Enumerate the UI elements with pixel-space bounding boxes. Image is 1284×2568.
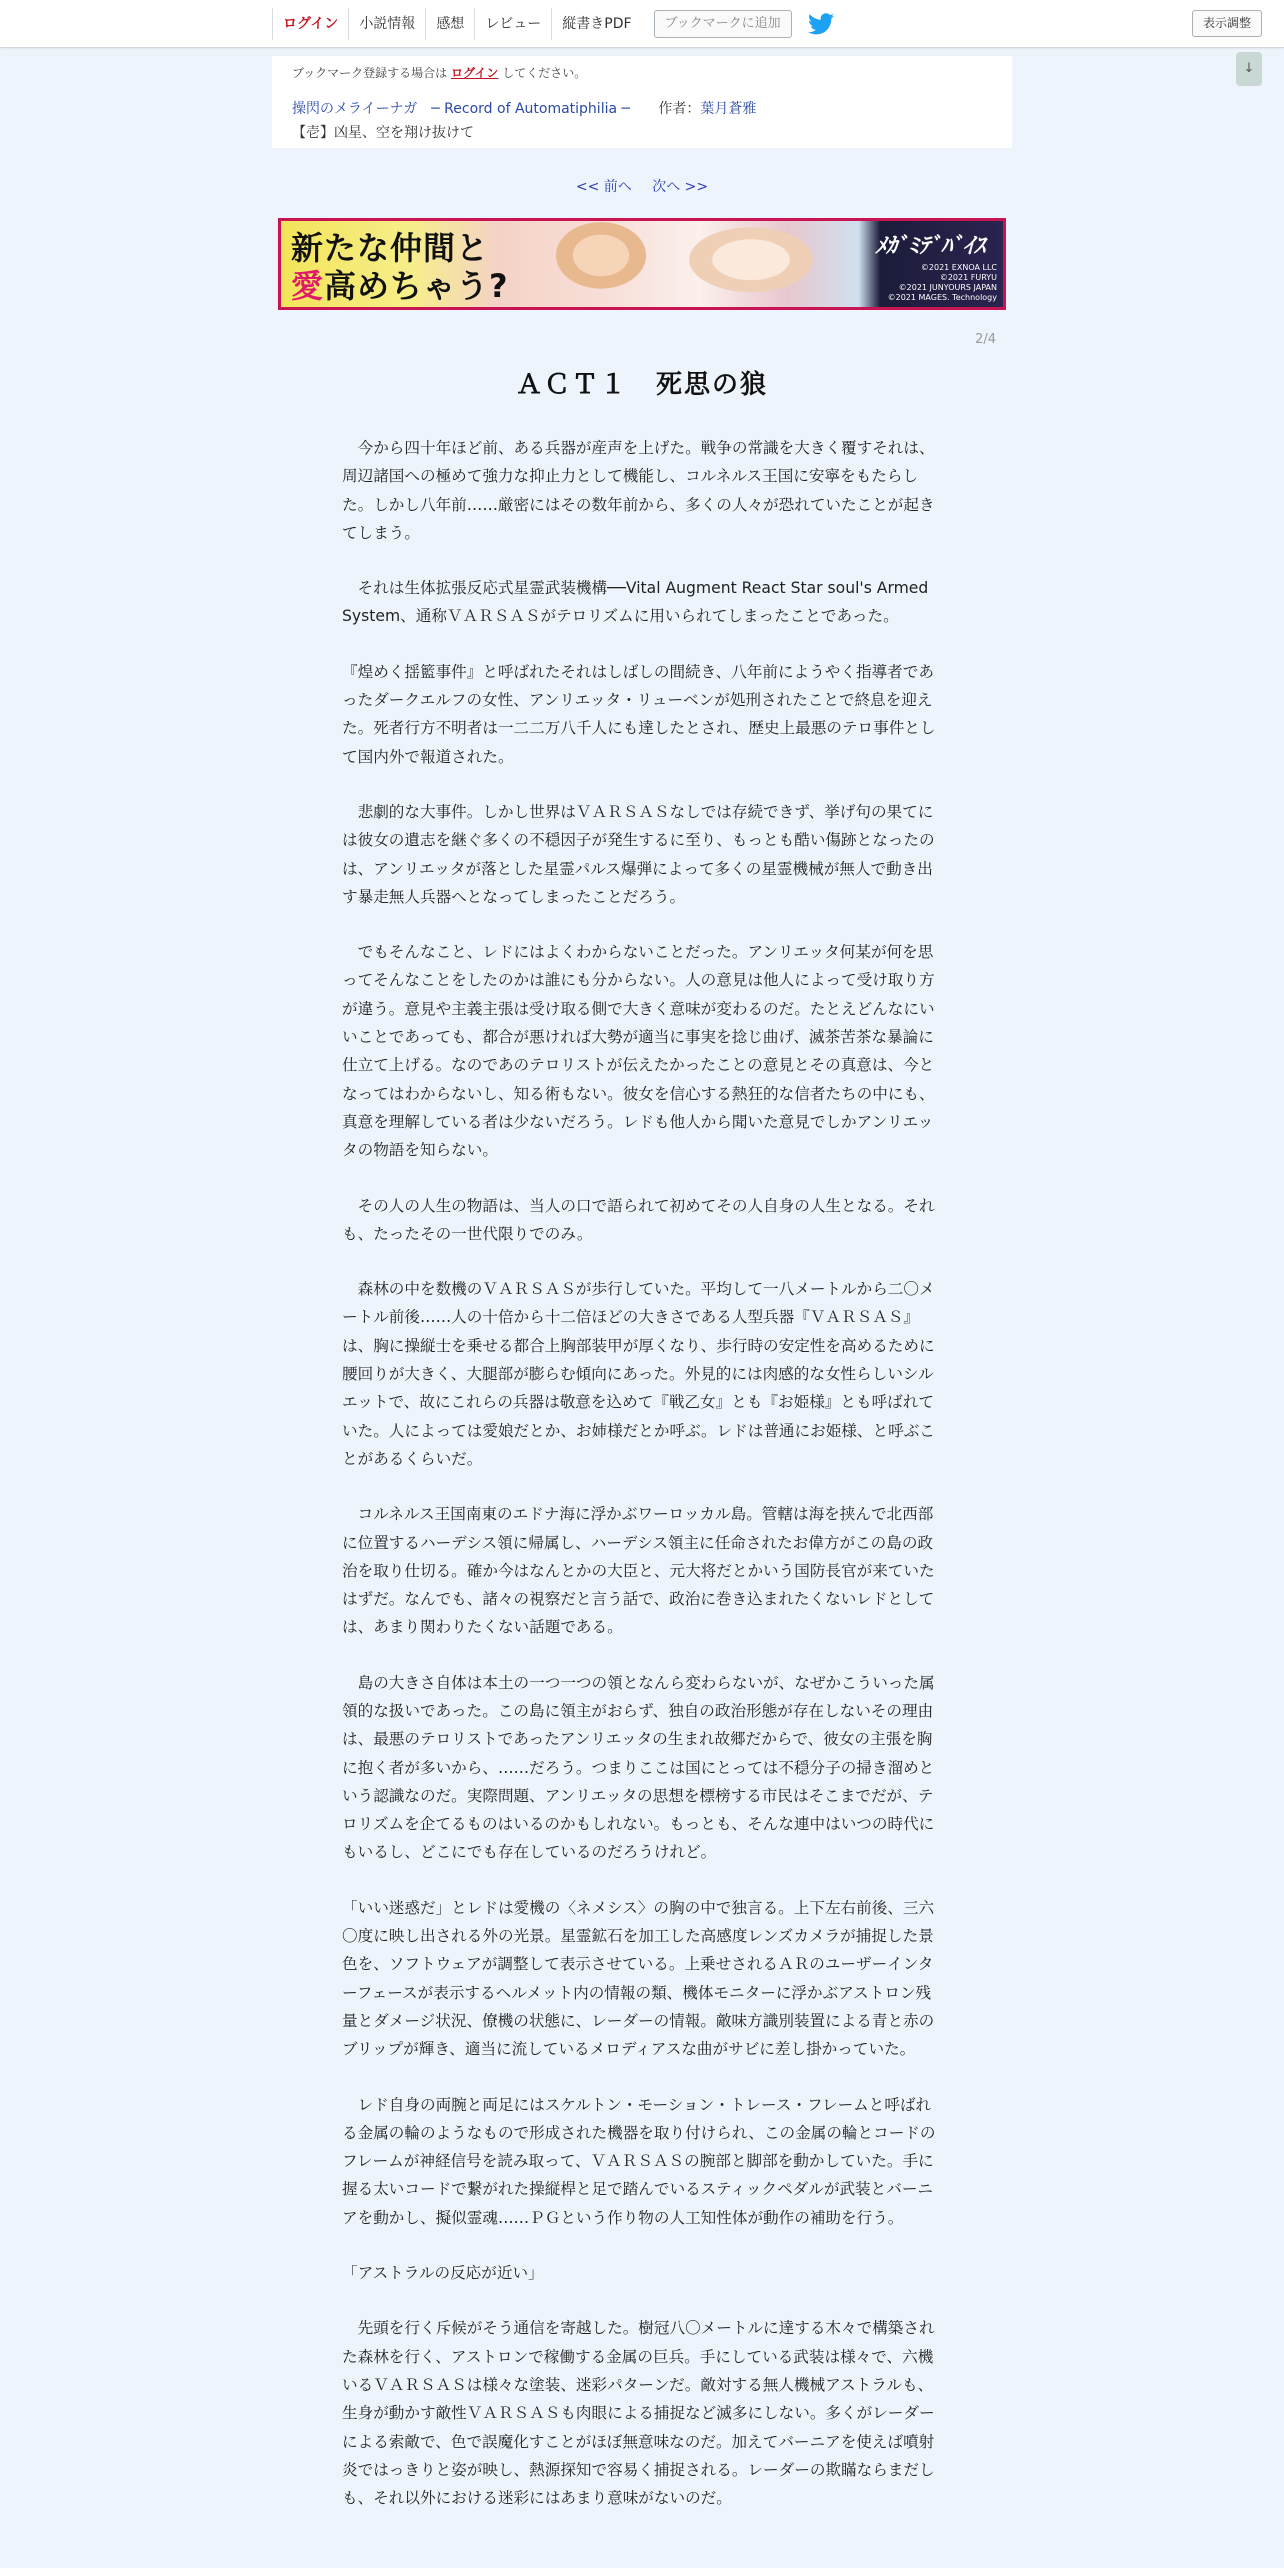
series-line xyxy=(292,98,756,118)
novel-paragraph: 「いい迷惑だ」とレドは愛機の〈ネメシス〉の胸の中で独言る。上下左右前後、三六〇度に映し出される外の光景。星霊鉱石を加工した高感度レンズカメラが捕捉した景色を、ソフトウェアが調整して表示させている。上乗せされるＡＲのユーザーインターフェースが表示するヘルメット内の情報の類、機体モニターに浮かぶアストロン残量とダメージ状況、僚機の状態に、レーダーの情報。敵味方識別装置による青と赤のブリップが輝き、適当に流しているメロディアスな曲がサビに差し掛かっていた。 xyxy=(342,1898,935,2059)
twitter-icon[interactable] xyxy=(808,13,834,35)
novel-paragraph: それは生体拡張反応式星霊武装機構──Vital Augment React Star soul's Armed System、通称ＶＡＲＳＡＳがテロリズムに用いられてしまったことであった。 xyxy=(342,579,929,626)
bookmark-notice xyxy=(292,64,586,81)
author-label: 作者： xyxy=(658,101,701,117)
ad-headline-line1: 新たな仲間と xyxy=(291,229,490,267)
novel-paragraph: 島の大きさ自体は本土の一つ一つの領となんら変わらないが、なぜかこういった属領的な扱いであった。この島に領主がおらず、独自の政治形態が存在しないその理由は、最悪のテロリストであったアンリエッタの生まれ故郷だからで、彼女の主張を胸に抱く者が多いから、……だろう。つまりここは国にとっては不穏分子の掃き溜めという認識なのだ。実際問題、アンリエッタの思想を標榜する市民はそこまでだが、テロリズムを企てるものはいるのかもしれない。もっとも、そんな連中はいつの時代にもいるし、どこにでも存在しているのだろうけれど。 xyxy=(342,1673,935,1862)
prev-page-link[interactable]: << 前へ xyxy=(575,179,632,195)
ad-copyright-line: ©2021 EXNOA LLC xyxy=(920,263,997,272)
ad-headline-rest: 高めちゃう? xyxy=(324,267,509,305)
page-count: 2/4 xyxy=(975,332,996,347)
series-title-link[interactable]: 操閃のメライーナガ ─ Record of Automatiphilia ─ xyxy=(292,101,630,117)
novel-paragraph: 先頭を行く斥候がそう通信を寄越した。樹冠八〇メートルに達する木々で構築された森林を行く、アストロンで稼働する金属の巨兵。手にしている武装は様々で、六機いるＶＡＲＳＡＳは様々な塗装、迷彩パターンだ。敵対する無人機械アストラルも、生身が動かす敵性ＶＡＲＳＡＳも肉眼による捕捉など滅多にしない。多くがレーダーによる索敵で、色で誤魔化すことがほぼ無意味なのだ。加えてバーニアを使えば噴射炎ではっきりと姿が映し、熱源探知で容易く捕捉される。レーダーの欺瞞ならまだしも、それ以外における迷彩にはあまり意味がないのだ。 xyxy=(342,2319,935,2508)
chapter-heading: 【壱】凶星、空を翔け抜けて xyxy=(292,125,474,141)
novel-paragraph: コルネルス王国南東のエドナ海に浮かぶワーロッカル島。管轄は海を挟んで北西部に位置するハーデシス領に帰属し、ハーデシス領主に任命されたお偉方がこの島の政治を取り仕切る。確か今はなんとかの大臣と、元大将だとかいう国防長官が来ていたはずだ。なんでも、諸々の視察だと言う話で、政治に巻き込まれたくないレドとしては、あまり関わりたくない話題である。 xyxy=(342,1505,935,1637)
novel-info-box xyxy=(272,56,1012,148)
novel-paragraph: その人の人生の物語は、当人の口で語られて初めてその人自身の人生となる。それも、たったその一世代限りでのみ。 xyxy=(342,1196,935,1243)
top-nav-bar xyxy=(0,0,1284,48)
ad-character-illustration-1 xyxy=(531,221,671,307)
nav-login-link[interactable]: ログイン xyxy=(272,8,348,40)
novel-paragraph: レド自身の両腕と両足にはスケルトン・モーション・トレース・フレームと呼ばれる金属の輪のようなもので形成された機器を取り付けられ、この金属の輪とコードのフレームが神経信号を読み取って、ＶＡＲＳＡＳの腕部と脚部を動かしていた。手に握る太いコードで繋がれた操縦桿と足で踏んでいるスティックペダルが武装とバーニアを動かし、擬似霊魂……ＰＧという作り物の人工知性体が動作の補助を行う。 xyxy=(342,2095,936,2227)
novel-paragraph: 森林の中を数機のＶＡＲＳＡＳが歩行していた。平均して一八メートルから二〇メートル前後……人の十倍から十二倍ほどの大きさである人型兵器『ＶＡＲＳＡＳ』は、胸に操縦士を乗せる都合上胸部装甲が厚くなり、歩行時の安定性を高めるために腰回りが大きく、大腿部が膨らむ傾向にあった。外見的には肉感的な女性らしいシルエットで、故にこれらの兵器は敬意を込めて『戦乙女』とも『お姫様』とも呼ばれていた。人によっては愛娘だとか、お姉様だとか呼ぶ。レドは普通にお姫様、と呼ぶことがあるくらいだ。 xyxy=(342,1280,935,1468)
author-link[interactable]: 葉月蒼雅 xyxy=(700,101,757,117)
novel-body xyxy=(342,434,938,2539)
nav-review-link[interactable]: レビュー xyxy=(474,8,551,40)
ad-copyright xyxy=(888,263,997,303)
chapter-title: ＡＣＴ１ 死思の狼 xyxy=(515,370,768,400)
ad-headline xyxy=(291,229,509,305)
novel-paragraph: 『煌めく揺籃事件』と呼ばれたそれはしばしの間続き、八年前にようやく指導者であったダークエルフの女性、アンリエッタ・リューベンが処刑されたことで終息を迎えた。死者行方不明者は一二二万八千人にも達したとされ、歴史上最悪のテロ事件として国内外で報道された。 xyxy=(342,662,936,766)
ad-character-illustration-2 xyxy=(661,221,841,307)
novel-paragraph: 「アストラルの反応が近い」 xyxy=(342,2264,544,2283)
ad-copyright-line: ©2021 JUNYOURS JAPAN xyxy=(898,283,997,292)
novel-paragraph: 今から四十年ほど前、ある兵器が産声を上げた。戦争の常識を大きく覆すそれは、周辺諸国への極めて強力な抑止力として機能し、コルネルス王国に安寧をもたらした。しかし八年前……厳密にはその数年前から、多くの人々が恐れていたことが起きてしまう。 xyxy=(342,439,935,542)
ad-headline-love: 愛 xyxy=(291,267,325,305)
nav-impressions-link[interactable]: 感想 xyxy=(425,8,474,40)
pager xyxy=(0,176,1284,196)
ad-copyright-line: ©2021 FURYU xyxy=(939,273,997,282)
bookmark-notice-suffix: してください。 xyxy=(502,66,587,80)
novel-paragraph: でもそんなこと、レドにはよくわからないことだった。アンリエッタ何某が何を思ってそんなことをしたのかは誰にも分からない。人の意見は他人によって受け取り方が違う。意見や主義主張は受け取る側で大きく意味が変わるのだ。たとえどんなにいいことであっても、都合が悪ければ大勢が適当に事実を捻じ曲げ、滅茶苦茶な暴論に仕立て上げる。なのであのテロリストが伝えたかったことの意見とその真意は、今となってはわからないし、知る術もない。彼女を信心する熱狂的な信者たちの中にも、真意を理解している者は少ないだろう。レドも他人から聞いた意見でしかアンリエッタの物語を知らない。 xyxy=(342,943,935,1160)
bookmark-notice-prefix: ブックマーク登録する場合は xyxy=(292,66,448,80)
ad-copyright-line: ©2021 MAGES. Technology xyxy=(887,293,997,302)
bookmark-add-button[interactable]: ブックマークに追加 xyxy=(654,10,792,38)
scroll-down-button[interactable]: ↓ xyxy=(1236,52,1262,86)
nav-novel-info-link[interactable]: 小説情報 xyxy=(348,8,425,40)
novel-paragraph: 悲劇的な大事件。しかし世界はＶＡＲＳＡＳなしでは存続できず、挙げ句の果てには彼女の遺志を継ぐ多くの不穏因子が発生するに至り、もっとも酷い傷跡となったのは、アンリエッタが落とした星霊パルス爆弾によって多くの星霊機械が無人で動き出す暴走無人兵器へとなってしまったことだろう。 xyxy=(342,802,935,906)
display-settings-button[interactable]: 表示調整 xyxy=(1192,10,1262,37)
ad-banner[interactable] xyxy=(278,218,1006,310)
next-page-link[interactable]: 次へ >> xyxy=(652,179,709,195)
nav-vertical-pdf-link[interactable]: 縦書きPDF xyxy=(551,8,641,40)
nav-items xyxy=(272,8,834,40)
ad-headline-line2 xyxy=(291,267,509,305)
bookmark-login-link[interactable]: ログイン xyxy=(451,66,499,80)
ad-game-logo: ﾒｶﾞﾐﾃﾞﾊﾞｲｽ xyxy=(874,234,985,259)
